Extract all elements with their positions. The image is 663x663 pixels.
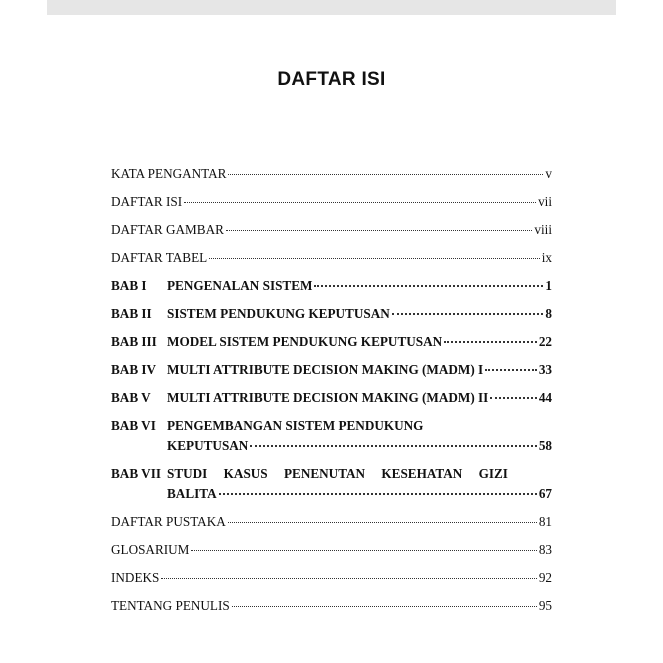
toc-entry-daftar-gambar[interactable] <box>111 220 552 240</box>
entry-page-number: 33 <box>538 362 552 377</box>
entry-label: MULTI ATTRIBUTE DECISION MAKING (MADM) II <box>167 390 489 405</box>
dot-leader <box>228 174 543 175</box>
chapter-number: BAB VII <box>111 466 161 481</box>
toc-entry-kata-pengantar[interactable] <box>111 164 552 184</box>
entry-page-number: 22 <box>538 334 552 349</box>
dot-leader <box>226 230 533 231</box>
entry-label: GLOSARIUM <box>111 542 190 557</box>
dot-leader <box>232 606 537 607</box>
toc-entry-glosarium[interactable] <box>111 540 552 560</box>
entry-label: SISTEM PENDUKUNG KEPUTUSAN <box>167 306 390 321</box>
dot-leader <box>209 258 540 259</box>
entry-page-number: 83 <box>538 542 552 557</box>
entry-page-number: 67 <box>538 486 552 501</box>
chapter-number: BAB III <box>111 334 157 349</box>
toc-entry-bab-7[interactable] <box>111 464 552 504</box>
toc-entry-bab-4[interactable] <box>111 360 552 380</box>
dot-leader <box>228 522 537 523</box>
table-of-contents <box>111 164 552 624</box>
entry-label-line-2: BALITA <box>167 486 217 501</box>
toc-entry-tentang-penulis[interactable] <box>111 596 552 616</box>
entry-page-number: 1 <box>545 278 552 293</box>
dot-leader <box>161 578 536 579</box>
entry-label: KATA PENGANTAR <box>111 166 227 181</box>
chapter-number: BAB VI <box>111 418 156 433</box>
dot-leader <box>219 493 537 495</box>
dot-leader <box>444 341 537 343</box>
toc-entry-indeks[interactable] <box>111 568 552 588</box>
entry-page-number: 95 <box>538 598 552 613</box>
chapter-number: BAB I <box>111 278 147 293</box>
dot-leader <box>485 369 537 371</box>
dot-leader <box>314 285 543 287</box>
toc-entry-bab-3[interactable] <box>111 332 552 352</box>
entry-label-line-2: KEPUTUSAN <box>167 438 249 453</box>
entry-label: TENTANG PENULIS <box>111 598 230 613</box>
page-title: DAFTAR ISI <box>277 69 386 90</box>
entry-page-number: ix <box>541 250 552 265</box>
entry-label-line-1: PENGEMBANGAN SISTEM PENDUKUNG <box>167 418 424 433</box>
entry-page-number: 44 <box>538 390 552 405</box>
toc-entry-bab-5[interactable] <box>111 388 552 408</box>
entry-label: DAFTAR TABEL <box>111 250 208 265</box>
chapter-number: BAB V <box>111 390 151 405</box>
entry-label: MODEL SISTEM PENDUKUNG KEPUTUSAN <box>167 334 443 349</box>
entry-page-number: viii <box>534 222 552 237</box>
dot-leader <box>490 397 537 399</box>
entry-page-number: 92 <box>538 570 552 585</box>
entry-label: PENGENALAN SISTEM <box>167 278 313 293</box>
entry-label: DAFTAR GAMBAR <box>111 222 224 237</box>
dot-leader <box>392 313 544 315</box>
toc-entry-bab-1[interactable] <box>111 276 552 296</box>
chapter-number: BAB II <box>111 306 152 321</box>
dot-leader <box>250 445 536 447</box>
toc-entry-bab-2[interactable] <box>111 304 552 324</box>
entry-page-number: 81 <box>538 514 552 529</box>
toc-entry-daftar-pustaka[interactable] <box>111 512 552 532</box>
toc-entry-bab-6[interactable] <box>111 416 552 456</box>
entry-page-number: 8 <box>545 306 552 321</box>
dot-leader <box>184 202 536 203</box>
entry-page-number: v <box>545 166 552 181</box>
chapter-number: BAB IV <box>111 362 157 377</box>
entry-label: MULTI ATTRIBUTE DECISION MAKING (MADM) I <box>167 362 484 377</box>
entry-page-number: vii <box>538 194 552 209</box>
entry-label-line-1: STUDI KASUS PENENUTAN KESEHATAN GIZI <box>167 466 508 481</box>
toc-entry-daftar-isi[interactable] <box>111 192 552 212</box>
toc-entry-daftar-tabel[interactable] <box>111 248 552 268</box>
entry-label: INDEKS <box>111 570 160 585</box>
entry-page-number: 58 <box>538 438 552 453</box>
entry-label: DAFTAR PUSTAKA <box>111 514 226 529</box>
previous-page-edge <box>47 0 616 15</box>
dot-leader <box>191 550 536 551</box>
entry-label: DAFTAR ISI <box>111 194 183 209</box>
